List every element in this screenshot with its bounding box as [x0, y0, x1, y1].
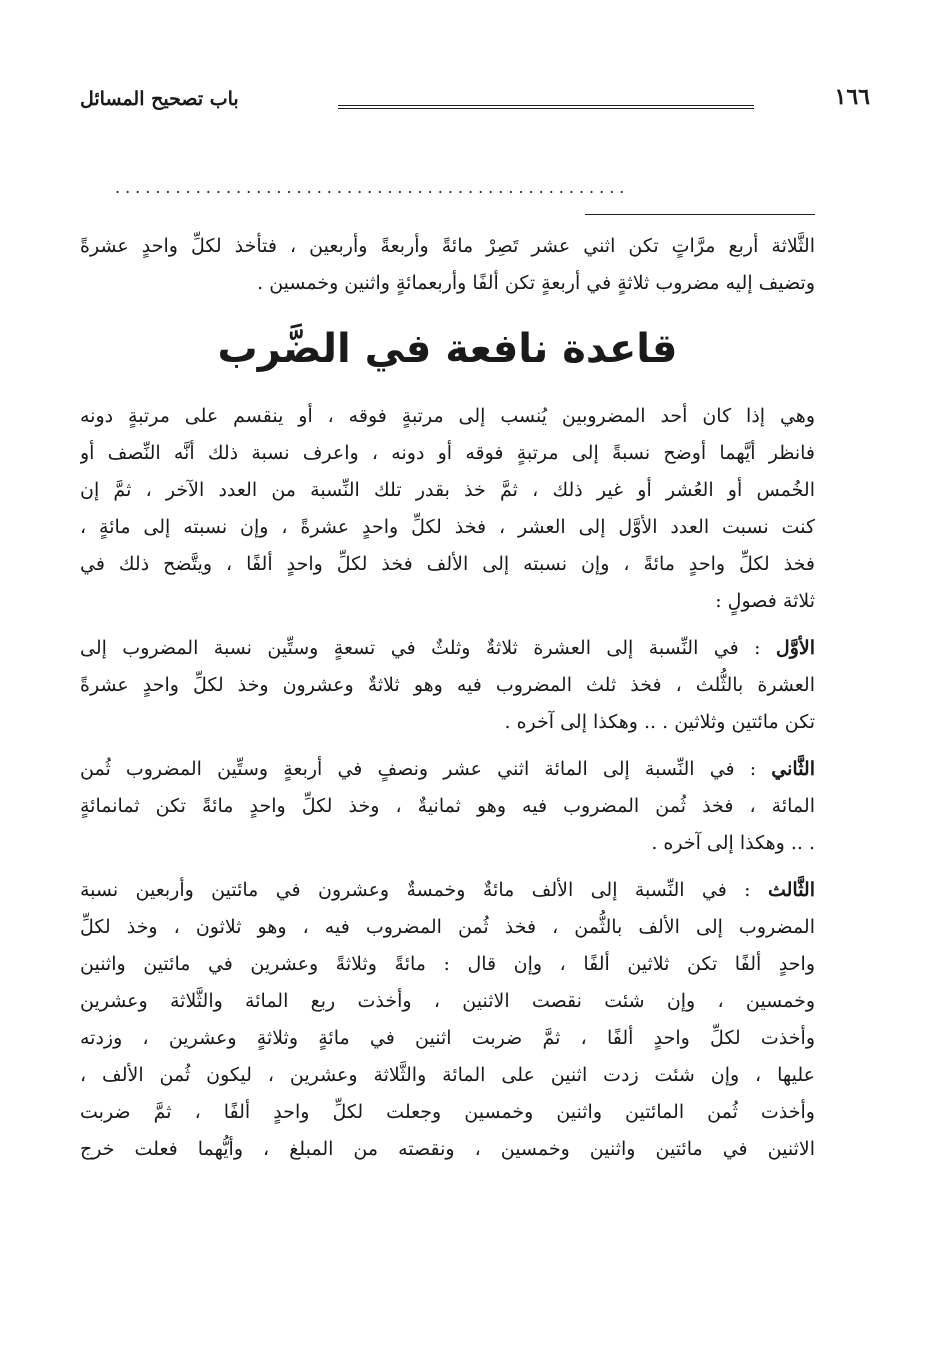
text-line: الاثنين في مائتين واثنين وخمسين ، ونقصته من المبلغ ، وأيُّهما فعلت خرج — [80, 1138, 815, 1160]
text-line: واحدٍ ألفًا تكن ثلاثين ألفًا ، وإن قال : مائةً وثلاثةً وعشرين في مائتين واثنين — [80, 953, 815, 975]
text-line: كنت نسبت العدد الأوَّل إلى العشر ، فخذ لكلِّ واحدٍ عشرةً ، وإن نسبته إلى مائةٍ ، — [80, 516, 815, 538]
text-line: العشرة بالثُّلث ، فخذ ثلث المضروب فيه وهو ثلاثةٌ وعشرون وخذ لكلِّ واحدٍ عشرةً — [80, 674, 815, 696]
header-double-rule — [338, 105, 754, 109]
separator-dots: ................................................... — [115, 178, 630, 197]
page-body — [80, 228, 815, 1178]
intro-paragraph — [80, 398, 815, 620]
section-lead-second: الثَّاني — [771, 758, 815, 780]
text-line: المضروب إلى الألف بالثُّمن ، فخذ ثُمن المضروب فيه ، وهو ثلاثون ، وخذ لكلِّ — [80, 916, 815, 938]
section-title: قاعدة نافعة في الضَّرب — [217, 326, 678, 372]
third-section-paragraph — [80, 872, 815, 1168]
page-number: ١٦٦ — [834, 84, 870, 110]
text-line: المائة ، فخذ ثُمن المضروب فيه وهو ثمانيةٌ ، وخذ لكلِّ واحدٍ مائةً تكن ثمانمائةٍ — [80, 795, 815, 817]
text-line — [80, 751, 815, 788]
text-line — [80, 872, 815, 909]
line-text: : في النِّسبة إلى الألف مائةٌ وخمسةٌ وعشرون في مائتين وأربعين نسبة — [80, 879, 768, 901]
line-text: : في النِّسبة إلى المائة اثني عشر ونصفٍ في أربعةٍ وستِّين المضروب ثُمن — [80, 758, 772, 780]
running-chapter-title: باب تصحيح المسائل — [80, 88, 239, 110]
text-line: الخُمس أو العُشر أو غير ذلك ، ثمَّ خذ بقدر تلك النِّسبة من العدد الآخر ، ثمَّ إن — [80, 479, 815, 501]
text-line: وتضيف إليه مضروب ثلاثةٍ في أربعةٍ تكن ألفًا وأربعمائةٍ واثنين وخمسين . — [257, 272, 815, 294]
text-line: وأخذت ثُمن المائتين واثنين وخمسين وجعلت لكلِّ واحدٍ ألفًا ، ثمَّ ضربت — [80, 1101, 815, 1123]
text-line: ثلاثة فصولٍ : — [715, 590, 815, 612]
text-line: وهي إذا كان أحد المضروبين يُنسب إلى مرتبةٍ فوقه ، أو ينقسم على مرتبةٍ دونه — [80, 405, 815, 427]
text-line: وأخذت لكلِّ واحدٍ ألفًا ، ثمَّ ضربت اثنين في مائةٍ وثلاثةٍ وعشرين ، وزدته — [80, 1027, 815, 1049]
continuation-paragraph — [80, 228, 815, 302]
text-line: تكن مائتين وثلاثين . .. وهكذا إلى آخره . — [504, 711, 815, 733]
text-line: عليها ، وإن شئت زدت اثنين على المائة والثَّلاثة وعشرين ، ليكون ثُمن الألف ، — [80, 1064, 815, 1086]
first-section-paragraph — [80, 630, 815, 741]
section-lead-third: الثَّالث — [767, 879, 815, 901]
text-line: فانظر أيَّهما أوضح نسبةً إلى مرتبةٍ فوقه أو دونه ، واعرف نسبة ذلك أنَّه النِّصف أو — [80, 442, 815, 464]
footnote-rule — [585, 214, 815, 215]
text-line: . .. وهكذا إلى آخره . — [651, 832, 815, 854]
page-header — [80, 84, 870, 124]
text-line: الثَّلاثة أربع مرَّاتٍ تكن اثني عشر تَصِرْ مائةً وأربعةً وأربعين ، فتأخذ لكلِّ واحدٍ عشرةً — [80, 235, 815, 257]
text-line: وخمسين ، وإن شئت نقصت الاثنين ، وأخذت ربع المائة والثَّلاثة وعشرين — [80, 990, 815, 1012]
section-lead-first: الأوَّل — [775, 637, 815, 659]
text-line: فخذ لكلِّ واحدٍ مائةً ، وإن نسبته إلى الألف فخذ لكلِّ واحدٍ ألفًا ، ويتَّضح ذلك في — [80, 553, 815, 575]
second-section-paragraph — [80, 751, 815, 862]
line-text: : في النِّسبة إلى العشرة ثلاثةٌ وثلثٌ في تسعةٍ وستِّين نسبة المضروب إلى — [80, 637, 776, 659]
text-line — [80, 630, 815, 667]
